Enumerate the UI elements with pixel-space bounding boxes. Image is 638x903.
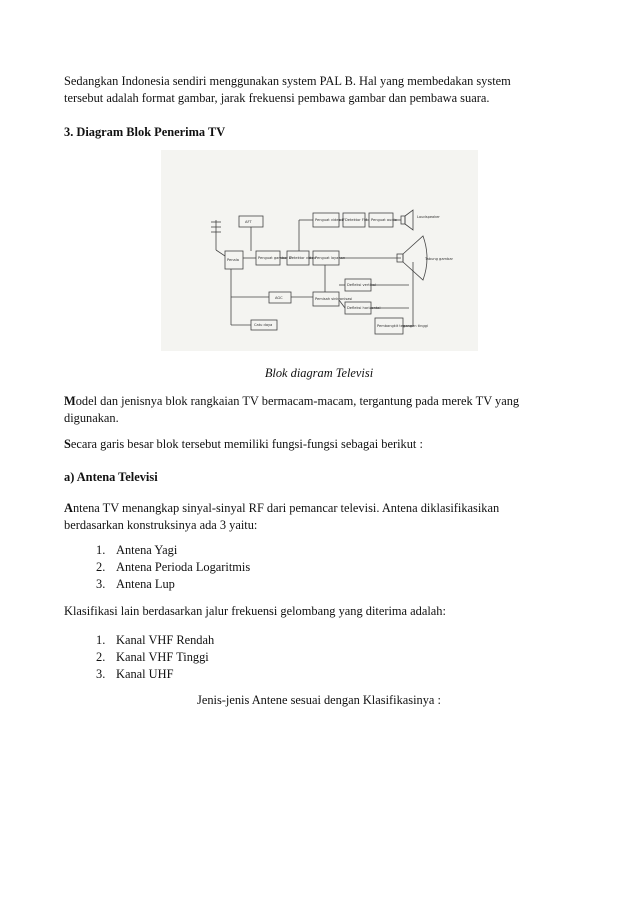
- paragraph-model: [64, 393, 564, 427]
- figure-caption: Blok diagram Televisi: [264, 366, 374, 380]
- paragraph-antena-line-1: ntena TV menangkap sinyal-sinyal RF dari pemancar televisi. Antena diklasifikasikan: [72, 501, 500, 515]
- list-item-text: Antena Perioda Logaritmis: [116, 560, 251, 574]
- figure-label-aft: AFT: [245, 220, 252, 224]
- paragraph-antena-line-2: berdasarkan konstruksinya ada 3 yaitu:: [64, 518, 258, 532]
- paragraph-secara-lead: S: [64, 437, 71, 451]
- list-number: 3.: [96, 577, 106, 591]
- paragraph-antena-lead: A: [64, 501, 73, 515]
- figure-label-detektor-video: Detektor video: [289, 256, 316, 260]
- closing-line: Jenis-jenis Antene sesuai dengan Klasifikasinya :: [197, 693, 441, 707]
- list-item-text: Kanal VHF Rendah: [116, 633, 215, 647]
- list-item: [96, 649, 214, 666]
- frequency-channel-list: [96, 632, 214, 683]
- figure-label-penguat-layanan: Penguat layanan: [315, 256, 346, 260]
- section-3-heading: 3. Diagram Blok Penerima TV: [64, 125, 226, 139]
- intro-line-2: tersebut adalah format gambar, jarak frekuensi pembawa gambar dan pembawa suara.: [64, 91, 490, 105]
- list-number: 3.: [96, 667, 106, 681]
- figure-label-pembangkit-tegangan: Pembangkit tegangan tinggi: [377, 324, 428, 328]
- list-number: 2.: [96, 560, 106, 574]
- list-number: 2.: [96, 650, 106, 664]
- tv-block-diagram-image: [161, 150, 478, 351]
- figure-label-agc: AGC: [275, 296, 283, 300]
- paragraph-antena: [64, 500, 564, 534]
- intro-paragraph: [64, 73, 564, 107]
- list-number: 1.: [96, 633, 106, 647]
- figure-label-loudspeaker: Loudspeaker: [417, 215, 440, 219]
- intro-line-1: Sedangkan Indonesia sendiri menggunakan system PAL B. Hal yang membedakan system: [64, 74, 511, 88]
- paragraph-secara-text: ecara garis besar blok tersebut memiliki fungsi-fungsi sebagai berikut :: [70, 437, 423, 451]
- figure-label-penala: Penala: [227, 258, 239, 262]
- figure-label-pemisah-sinkronisasi: Pemisah sinkronisasi: [315, 297, 353, 301]
- paragraph-secara: [64, 436, 564, 453]
- figure-label-penguat-video-if: Penguat video IF: [315, 218, 345, 222]
- figure-label-penguat-if: Penguat gambar IF: [258, 256, 293, 260]
- figure-label-defleksi-horizontal: Defleksi horizontal: [347, 306, 381, 310]
- list-item: [96, 632, 214, 649]
- list-item: [96, 576, 250, 593]
- section-a-heading: a) Antena Televisi: [64, 470, 158, 484]
- list-item: [96, 666, 214, 683]
- list-item-text: Antena Lup: [116, 577, 175, 591]
- list-item-text: Kanal UHF: [116, 667, 174, 681]
- antenna-construction-list: [96, 542, 250, 593]
- figure-label-defleksi-vertikal: Defleksi vertikal: [347, 283, 376, 287]
- figure-label-catu-daya: Catu daya: [254, 323, 273, 327]
- figure-label-penguat-audio: Penguat audio: [371, 218, 397, 222]
- paragraph-model-lead: M: [64, 394, 76, 408]
- list-item-text: Kanal VHF Tinggi: [116, 650, 209, 664]
- list-item: [96, 559, 250, 576]
- figure-label-detektor-fm: Detektor FM: [345, 218, 368, 222]
- figure-label-tabung-gambar: Tabung gambar: [425, 257, 454, 261]
- tv-block-diagram: [161, 150, 478, 351]
- paragraph-klasifikasi: Klasifikasi lain berdasarkan jalur frekuensi gelombang yang diterima adalah:: [64, 604, 446, 618]
- list-item: [96, 542, 250, 559]
- list-item-text: Antena Yagi: [116, 543, 178, 557]
- list-number: 1.: [96, 543, 106, 557]
- paragraph-model-line-2: digunakan.: [64, 411, 119, 425]
- paragraph-model-line-1: odel dan jenisnya blok rangkaian TV bermacam-macam, tergantung pada merek TV yang: [75, 394, 520, 408]
